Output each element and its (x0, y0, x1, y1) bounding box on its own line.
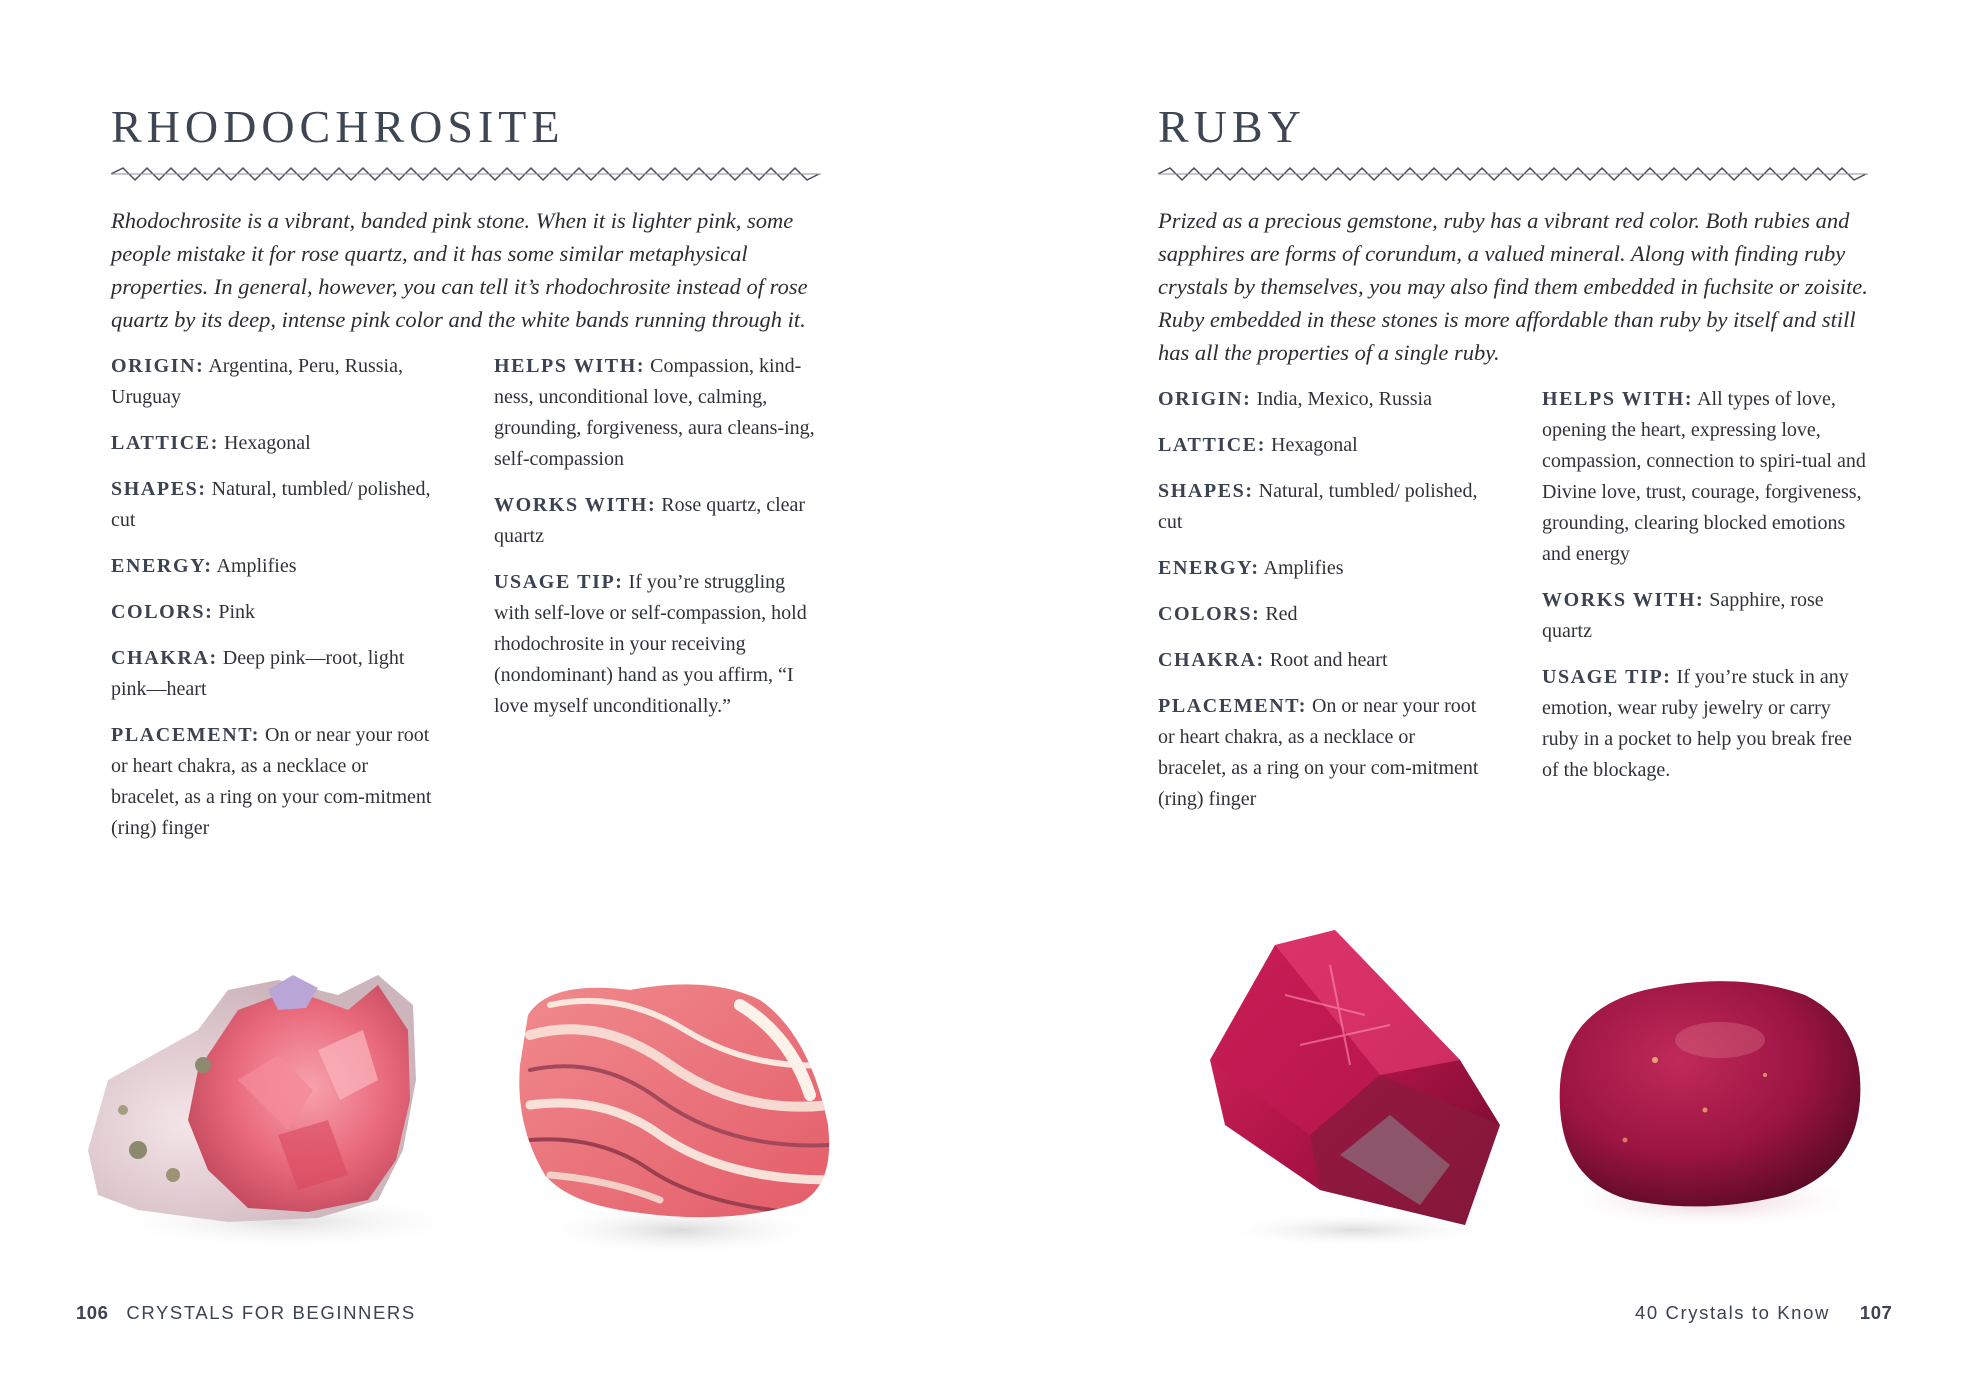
field-lattice: LATTICE: Hexagonal (1158, 434, 1358, 456)
field-chakra: CHAKRA: Deep pink—root, light pink—heart (111, 647, 405, 700)
running-head: 40 Crystals to Know (1635, 1302, 1830, 1323)
left-page (0, 0, 984, 1395)
field-energy: ENERGY: Amplifies (1158, 557, 1344, 579)
properties-column-2 (494, 351, 824, 737)
running-head: CRYSTALS FOR BEGINNERS (126, 1302, 416, 1323)
field-shapes: SHAPES: Natural, tumbled/ polished, cut (1158, 480, 1478, 533)
field-placement: PLACEMENT: On or near your root or heart chakra, as a necklace or bracelet, as a ring on your com-mitment (ring) finger (1158, 695, 1479, 810)
ruby-raw-crystal-image (1190, 925, 1520, 1255)
page-number: 106 (76, 1302, 109, 1323)
field-lattice: LATTICE: Hexagonal (111, 432, 311, 454)
properties-column-2 (1542, 384, 1872, 801)
field-chakra: CHAKRA: Root and heart (1158, 649, 1388, 671)
intro-text: Rhodochrosite is a vibrant, banded pink stone. When it is lighter pink, some people mistake it for rose quartz, and it has some similar metaphysical properties. In general, however, you can tell it’s rhodochrosite instead of rose quartz by its deep, intense pink color and the white bands running through it. (111, 208, 808, 332)
field-shapes: SHAPES: Natural, tumbled/ polished, cut (111, 478, 431, 531)
ruby-tumbled-stone-image (1535, 970, 1875, 1240)
page-number: 107 (1859, 1302, 1893, 1323)
field-placement: PLACEMENT: On or near your root or heart chakra, as a necklace or bracelet, as a ring on your com-mitment (ring) finger (111, 724, 432, 839)
field-helps-with: HELPS WITH: Compassion, kind-ness, unconditional love, calming, grounding, forgiveness, aura cleans-ing, self-compassion (494, 355, 815, 470)
page-title: RHODOCHROSITE (111, 101, 565, 152)
field-usage-tip: USAGE TIP: If you’re struggling with self-love or self-compassion, hold rhodochrosite in your receiving (nondominant) hand as you affirm, “I love myself unconditionally.” (494, 571, 807, 717)
field-usage-tip: USAGE TIP: If you’re stuck in any emotion, wear ruby jewelry or carry ruby in a pocket to help you break free of the blockage. (1542, 666, 1852, 781)
zigzag-divider (111, 166, 821, 182)
page-footer-right (1635, 1302, 1892, 1324)
rhodochrosite-tumbled-stone-image (510, 975, 840, 1275)
field-origin: ORIGIN: Argentina, Peru, Russia, Uruguay (111, 355, 403, 408)
properties-column-1 (1158, 384, 1483, 830)
intro-text: Prized as a precious gemstone, ruby has a vibrant red color. Both rubies and sapphires are forms of corundum, a valued mineral. Along with finding ruby crystals by themselves, you may also find them embedded in fuchsite or zoisite. Ruby embedded in these stones is more affordable than ruby by itself and still has all the properties of a single ruby. (1158, 208, 1868, 365)
page-footer-left (76, 1302, 416, 1324)
field-works-with: WORKS WITH: Sapphire, rose quartz (1542, 589, 1824, 642)
field-colors: COLORS: Pink (111, 601, 256, 623)
field-helps-with: HELPS WITH: All types of love, opening the heart, expressing love, compassion, connection to spiri-tual and Divine love, trust, courage, forgiveness, grounding, clearing blocked emotions and energy (1542, 388, 1866, 565)
right-page (985, 0, 1969, 1395)
zigzag-divider (1158, 166, 1868, 182)
field-origin: ORIGIN: India, Mexico, Russia (1158, 388, 1432, 410)
field-colors: COLORS: Red (1158, 603, 1298, 625)
page-title: RUBY (1158, 101, 1306, 152)
rhodochrosite-raw-crystal-image (78, 960, 478, 1260)
field-works-with: WORKS WITH: Rose quartz, clear quartz (494, 494, 806, 547)
properties-column-1 (111, 351, 436, 859)
field-energy: ENERGY: Amplifies (111, 555, 297, 577)
